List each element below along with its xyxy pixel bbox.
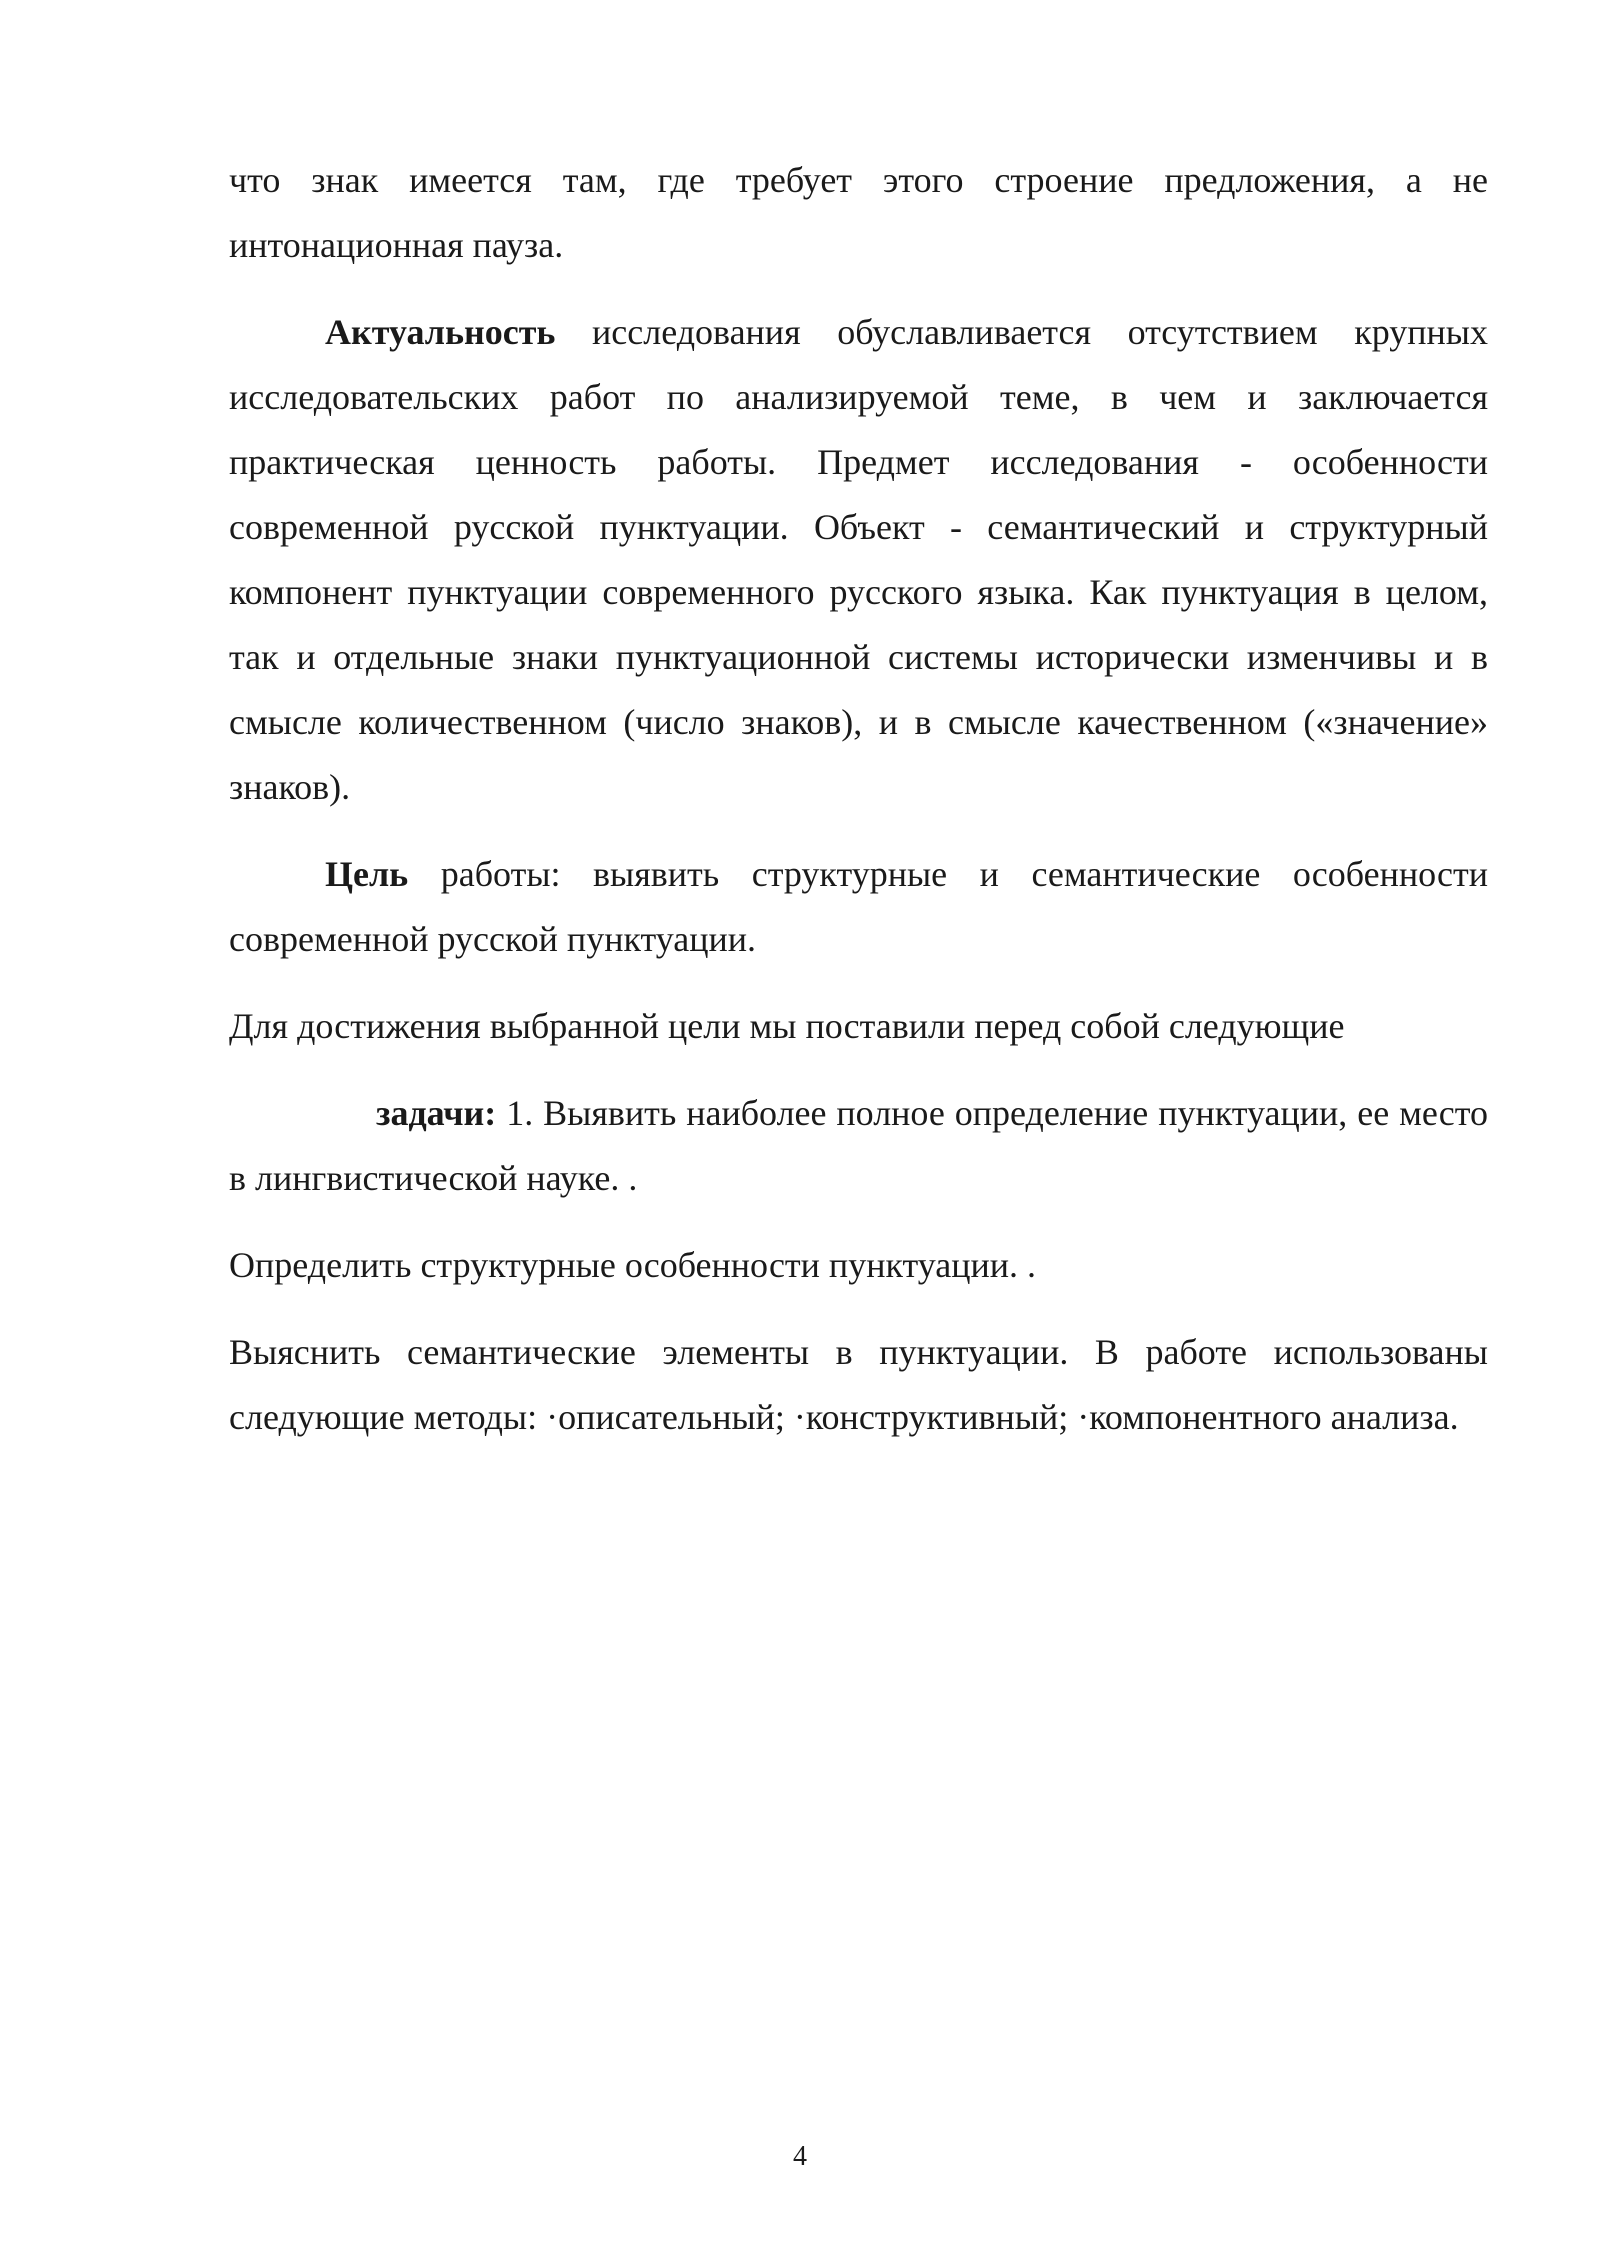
paragraph-relevance — [229, 300, 1488, 820]
paragraph-structural — [229, 1233, 1488, 1298]
tasks-text: 1. Выявить наиболее полное определение пунктуации, ее место в лингвистической науке. . — [229, 1093, 1488, 1198]
paragraph-tasks — [229, 1081, 1488, 1211]
goal-text: работы: выявить структурные и семантические особенности современной русской пунктуации. — [229, 854, 1488, 959]
paragraph-intonation-text: что знак имеется там, где требует этого строение предложения, а не интонационная пауза. — [229, 160, 1488, 265]
page-number: 4 — [793, 2141, 807, 2172]
relevance-heading: Актуальность — [325, 312, 556, 352]
paragraph-goal — [229, 842, 1488, 972]
goal-heading: Цель — [325, 854, 409, 894]
paragraph-methods — [229, 1320, 1488, 1450]
structural-text: Определить структурные особенности пунктуации. . — [229, 1245, 1037, 1285]
paragraph-achieving-goal — [229, 994, 1488, 1059]
methods-text: Выяснить семантические элементы в пунктуации. В работе использованы следующие методы: ·описательный; ·конструктивный; ·компонентного анализа. — [229, 1332, 1488, 1437]
relevance-text: исследования обуславливается отсутствием крупных исследовательских работ по анализируемой теме, в чем и заключается практическая ценность работы. Предмет исследования - особенности современной русской пунктуации. Объект - семантический и структурный компонент пунктуации современного русского языка. Как пунктуация в целом, так и отдельные знаки пунктуационной системы исторически изменчивы и в смысле количественном (число знаков), и в смысле качественном («значение» знаков). — [229, 312, 1488, 807]
achieving-goal-text: Для достижения выбранной цели мы поставили перед собой следующие — [229, 1006, 1345, 1046]
paragraph-intonation — [229, 148, 1488, 278]
tasks-heading: задачи: — [376, 1093, 497, 1133]
page-body — [229, 148, 1488, 1472]
